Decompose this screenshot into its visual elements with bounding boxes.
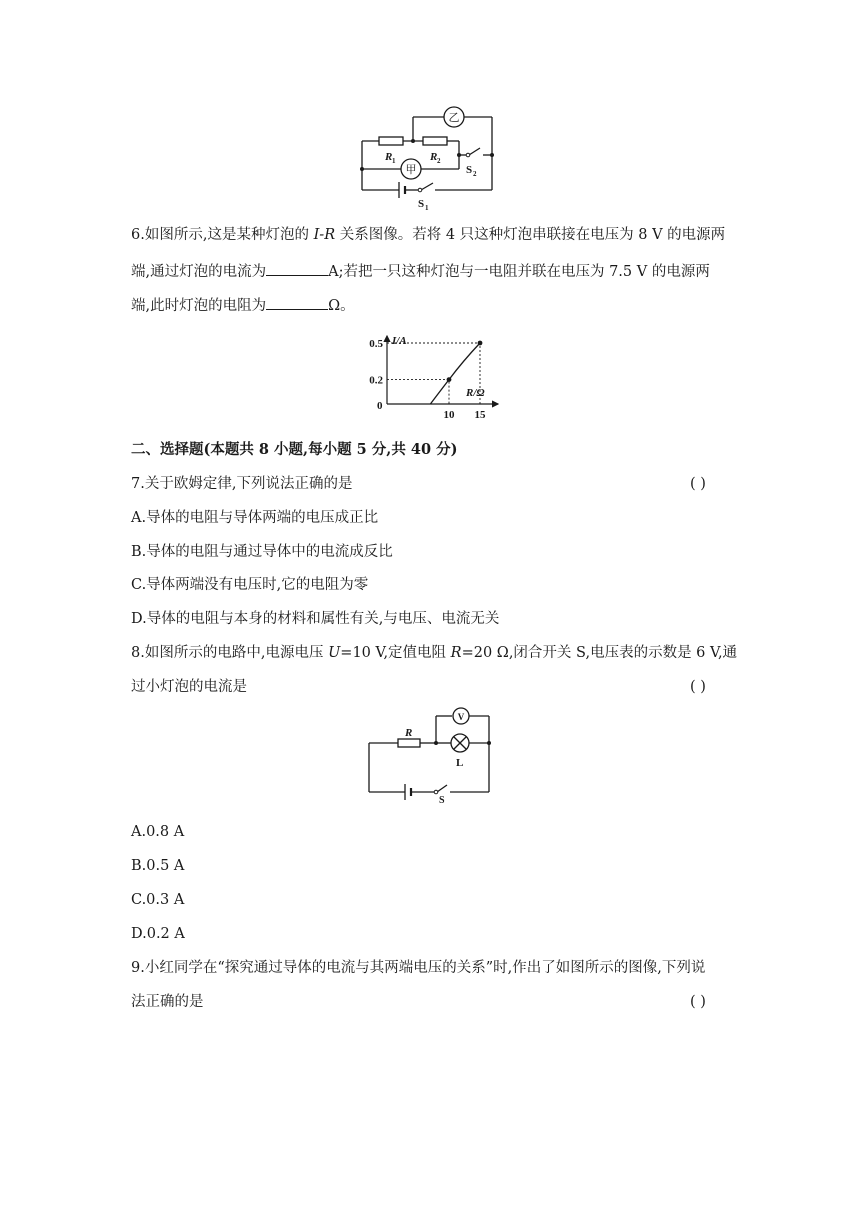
q7-answer-paren[interactable]: ( ) [690, 476, 706, 492]
ir-chart [355, 332, 505, 424]
r2-sub: 2 [437, 157, 441, 165]
q8-answer-paren[interactable]: ( ) [690, 679, 706, 695]
r1-label: R [385, 151, 393, 163]
r2-label: R [430, 151, 438, 163]
q8-option-a: A.0.8 A [131, 824, 185, 840]
origin-label: 0 [377, 400, 383, 412]
lamp-label: L [456, 757, 464, 769]
voltmeter-label: V [457, 712, 465, 722]
q7-stem: 7.关于欧姆定律,下列说法正确的是 [131, 476, 353, 492]
q8-option-c: C.0.3 A [131, 892, 185, 908]
q8-option-d: D.0.2 A [131, 926, 185, 942]
q7-option-d: D.导体的电阻与本身的材料和属性有关,与电压、电流无关 [131, 611, 500, 627]
switch-label: S [439, 795, 445, 805]
r1-sub: 1 [392, 157, 396, 165]
q7-option-a: A.导体的电阻与导体两端的电压成正比 [131, 510, 379, 526]
x-axis-label: R/Ω [466, 387, 485, 399]
q8-line-1: 8.如图所示的电路中,电源电压 U=10 V,定值电阻 R=20 Ω,闭合开关 S,电压表的示数是 6 V,通 [131, 645, 738, 661]
s2-label: S [466, 164, 473, 176]
x-tick-label: 10 [443, 409, 455, 421]
y-tick-label: 0.5 [369, 338, 383, 350]
section-2-title: 二、选择题(本题共 8 小题,每小题 5 分,共 40 分) [131, 441, 458, 458]
resistor-r [398, 739, 420, 747]
r-label: R [405, 727, 413, 739]
data-point [447, 377, 452, 382]
circuit-diagram-2 [365, 705, 495, 805]
switch-s [437, 785, 447, 792]
x-tick-label: 15 [474, 409, 486, 421]
data-point [478, 341, 483, 346]
s2-sub: 2 [473, 170, 477, 178]
q7-option-c: C.导体两端没有电压时,它的电阻为零 [131, 577, 369, 593]
answer-blank-resistance[interactable] [266, 295, 328, 310]
q6-line-3: 端,此时灯泡的电阻为 Ω。 [131, 295, 355, 316]
q9-answer-paren[interactable]: ( ) [690, 994, 706, 1010]
q9-line-1: 9.小红同学在“探究通过导体的电流与其两端电压的关系”时,作出了如图所示的图像,下列说 [131, 960, 706, 976]
circuit-diagram-1 [355, 103, 505, 213]
resistor-r2 [423, 137, 447, 145]
q6-line-2: 端,通过灯泡的电流为 A;若把一只这种灯泡与一电阻并联在电压为 7.5 V 的电源两 [131, 261, 710, 282]
switch-s1 [421, 183, 433, 190]
s1-sub: 1 [425, 204, 429, 212]
q7-option-b: B.导体的电阻与通过导体中的电流成反比 [131, 544, 393, 560]
y-tick-label: 0.2 [369, 374, 383, 387]
resistor-r1 [379, 137, 403, 145]
q8-option-b: B.0.5 A [131, 858, 185, 874]
meter-yi-label: 乙 [448, 112, 460, 124]
answer-blank-current[interactable] [266, 261, 328, 276]
s1-label: S [418, 198, 425, 210]
q6-line-1: 6.如图所示,这是某种灯泡的 I-R 关系图像。若将 4 只这种灯泡串联接在电压为 8 V 的电源两 [131, 227, 726, 243]
q8-line-2: 过小灯泡的电流是 [131, 679, 247, 695]
q9-line-2: 法正确的是 [131, 994, 204, 1010]
meter-jia-label: 甲 [405, 164, 417, 176]
y-axis-label: I/A [392, 335, 407, 347]
switch-s2 [469, 148, 480, 155]
